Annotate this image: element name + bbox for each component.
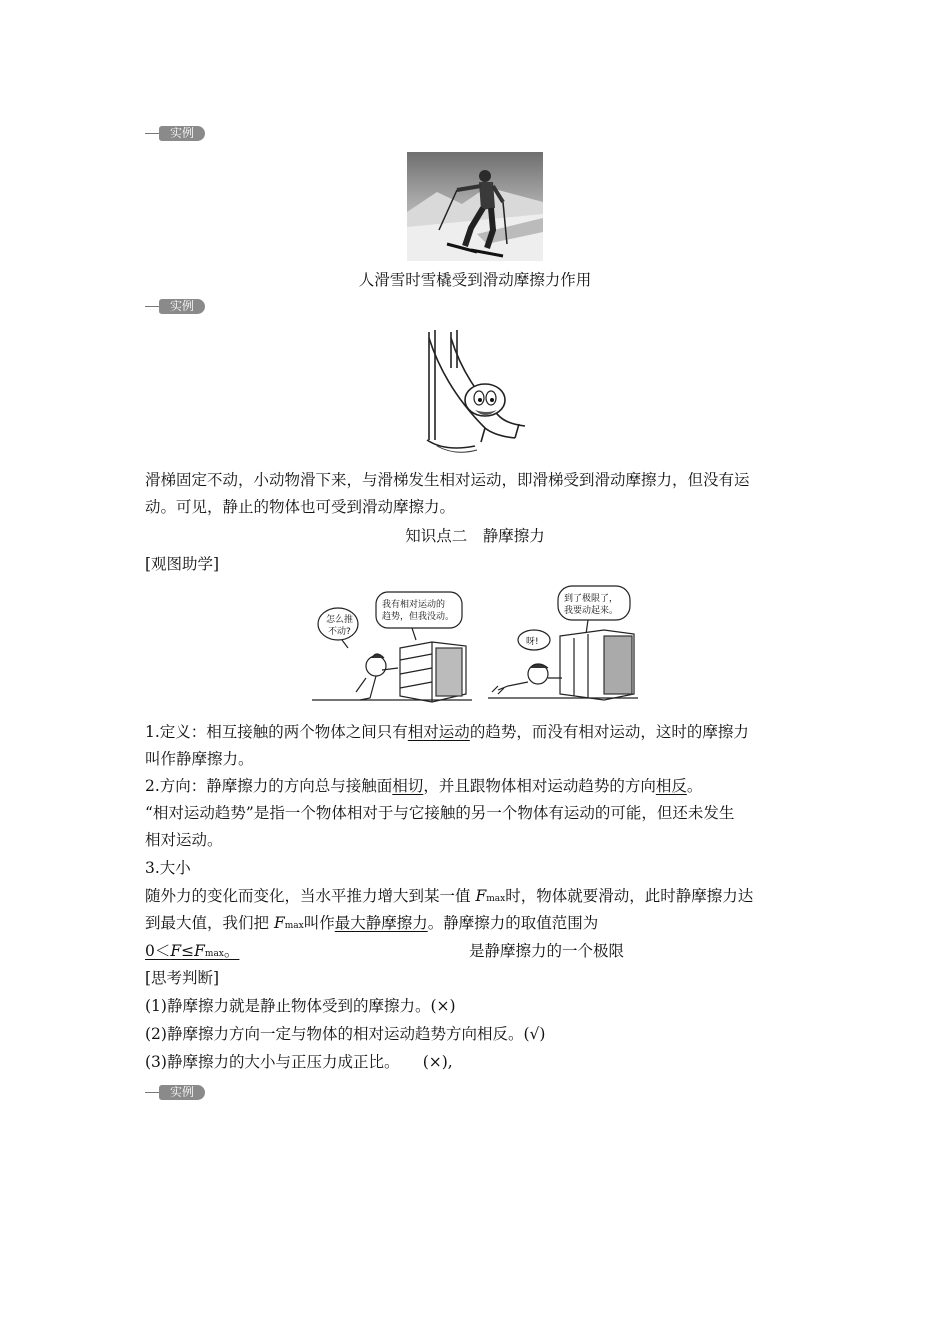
direction-text: 2.方向：静摩擦力的方向总与接触面 — [145, 777, 393, 795]
bubble-text: 到了极限了， — [564, 594, 619, 604]
direction-underlined: 相切 — [392, 777, 424, 795]
bubble-text: 呀! — [526, 637, 539, 647]
range-text: 。 — [223, 942, 240, 960]
size-text: 到最大值，我们把 — [145, 914, 274, 932]
subscript-max: max — [284, 921, 304, 931]
skier-caption: 人滑雪时雪橇受到滑动摩擦力作用 — [358, 271, 592, 289]
judge-q3: (3)静摩擦力的大小与正压力成正比。 (×), — [145, 1053, 453, 1071]
symbol-F: F — [170, 942, 182, 960]
size-underlined: 最大静摩擦力 — [334, 914, 428, 932]
direction-text: ，并且跟物体相对运动趋势的方向 — [423, 777, 656, 795]
skier-photo — [407, 152, 543, 261]
slide-cartoon — [415, 328, 535, 458]
bubble-text: 不动? — [328, 627, 351, 637]
size-line2 — [145, 911, 598, 933]
definition-text: 的趋势，而没有相对运动，这时的摩擦力 — [469, 723, 749, 741]
symbol-F: F — [194, 942, 205, 960]
section-title: 知识点二 静摩擦力 — [405, 527, 545, 545]
size-heading: 3.大小 — [145, 859, 191, 877]
bubble-text: 我有相对运动的 — [382, 600, 446, 610]
judge-label: [思考判断] — [145, 969, 220, 987]
bubble-text: 趋势，但我没动。 — [382, 612, 455, 622]
push-box-cartoon — [312, 582, 642, 708]
bubble-text: 怎么推 — [326, 615, 354, 625]
example-tag: 实例 — [145, 297, 205, 317]
trend-line2: 相对运动。 — [145, 831, 223, 849]
figure-label: [观图助学] — [145, 555, 220, 573]
direction-underlined: 相反 — [655, 777, 687, 795]
size-text: 随外力的变化而变化，当水平推力增大到某一值 — [145, 887, 476, 905]
example-tag: 实例 — [145, 1083, 205, 1103]
bubble-text: 我要动起来。 — [564, 606, 619, 616]
size-line1 — [145, 884, 753, 906]
range-text: 0＜ — [145, 942, 171, 960]
range-text: ≤ — [181, 942, 195, 960]
size-text: 叫作 — [303, 914, 335, 932]
definition-line2: 叫作静摩擦力。 — [145, 750, 254, 768]
example2-text-line2: 动。可见，静止的物体也可受到滑动摩擦力。 — [145, 498, 456, 516]
size-note: 是静摩擦力的一个极限 — [469, 942, 625, 960]
example2-text-line1: 滑梯固定不动，小动物滑下来，与滑梯发生相对运动，即滑梯受到滑动摩擦力，但没有运 — [145, 471, 750, 489]
direction-line — [145, 774, 702, 796]
definition-text: 1.定义：相互接触的两个物体之间只有 — [145, 723, 408, 741]
direction-text: 。 — [686, 777, 703, 795]
subscript-max: max — [486, 894, 506, 904]
symbol-F: F — [273, 914, 285, 932]
size-text: 时，物体就要滑动，此时静摩擦力达 — [505, 887, 754, 905]
definition-underlined: 相对运动 — [407, 723, 470, 741]
example-tag: 实例 — [145, 124, 205, 144]
definition-line1 — [145, 720, 749, 742]
size-range — [145, 939, 239, 961]
trend-line1: “相对运动趋势”是指一个物体相对于与它接触的另一个物体有运动的可能，但还未发生 — [145, 804, 735, 822]
subscript-max: max — [204, 949, 224, 959]
judge-q2: (2)静摩擦力方向一定与物体的相对运动趋势方向相反。(√) — [145, 1025, 546, 1043]
size-text: 。静摩擦力的取值范围为 — [427, 914, 599, 932]
judge-q1: (1)静摩擦力就是静止物体受到的摩擦力。(×) — [145, 997, 456, 1015]
symbol-F: F — [475, 887, 487, 905]
